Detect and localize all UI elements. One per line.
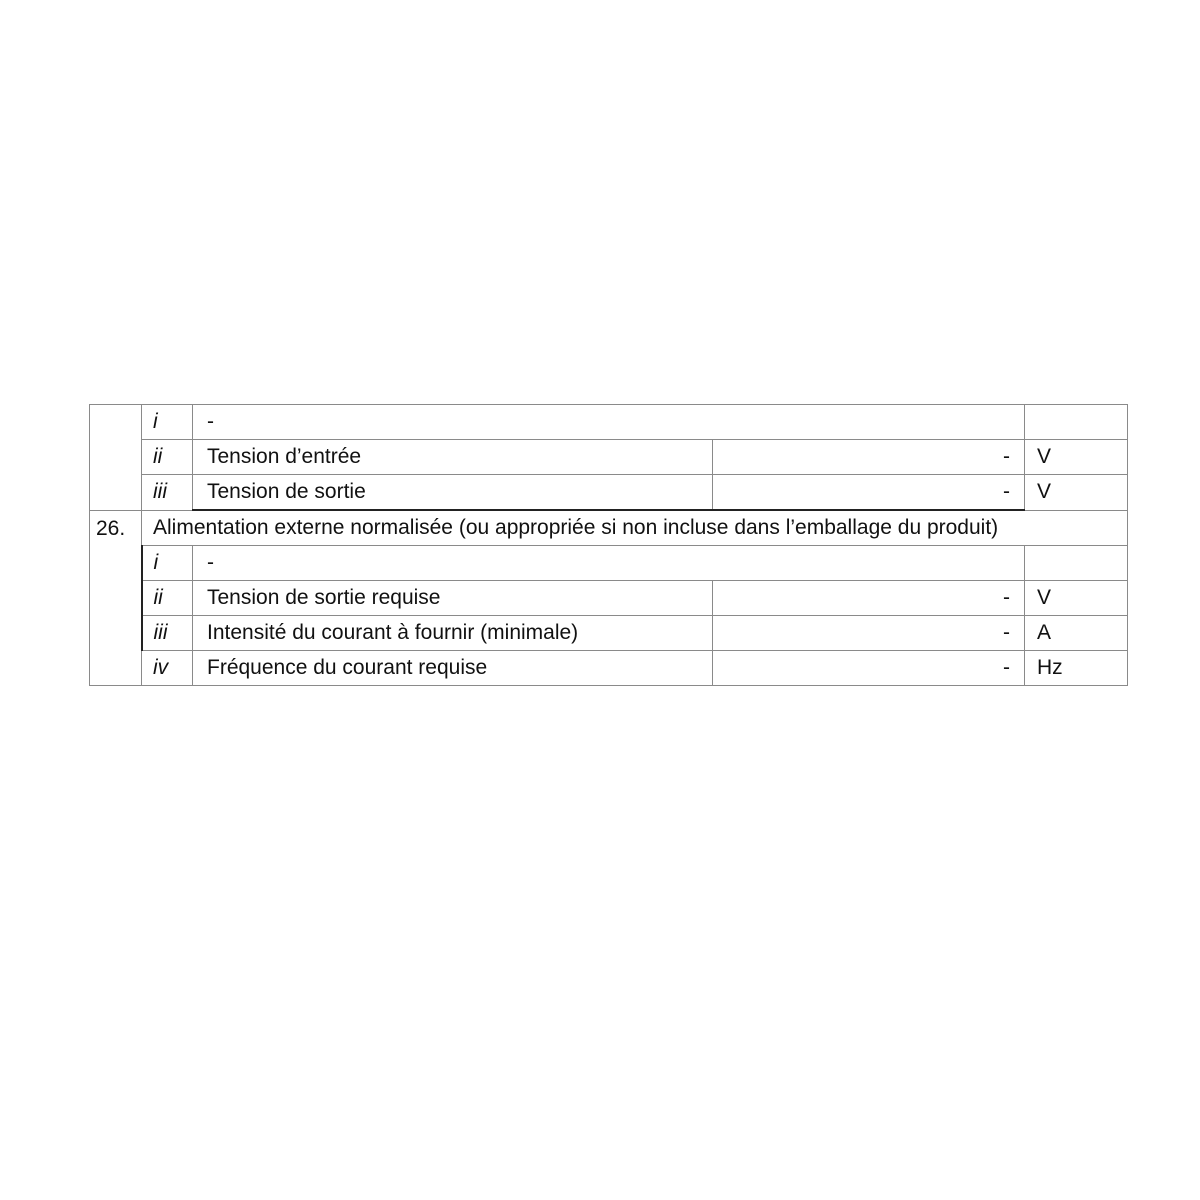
unit-cell [1025,405,1128,440]
unit-cell: A [1025,616,1128,651]
table-row [90,546,1128,581]
table-row [90,440,1128,475]
roman-numeral: iii [142,616,193,651]
roman-numeral: iv [142,651,193,686]
item-number-cell [90,405,142,511]
row-label: Tension d’entrée [193,440,713,475]
value-cell: - [713,616,1025,651]
table-row [90,581,1128,616]
roman-numeral: ii [142,581,193,616]
roman-numeral: i [142,546,193,581]
row-label: Fréquence du courant requise [193,651,713,686]
roman-numeral: iii [142,475,193,511]
unit-cell [1025,546,1128,581]
table-row [90,616,1128,651]
row-label: Tension de sortie [193,475,713,511]
value-cell: - [713,651,1025,686]
spec-table [89,404,1128,686]
row-label: Intensité du courant à fournir (minimale) [193,616,713,651]
row-label: - [193,546,1025,581]
row-label: - [193,405,1025,440]
row-label: Tension de sortie requise [193,581,713,616]
table-row [90,405,1128,440]
unit-cell: V [1025,581,1128,616]
table-row [90,475,1128,511]
unit-cell: V [1025,475,1128,511]
roman-numeral: i [142,405,193,440]
unit-cell: V [1025,440,1128,475]
section-header-row [90,510,1128,546]
unit-cell: Hz [1025,651,1128,686]
value-cell: - [713,475,1025,511]
roman-numeral: ii [142,440,193,475]
table-row [90,651,1128,686]
section-title: Alimentation externe normalisée (ou appropriée si non incluse dans l’emballage du produit) [142,510,1128,546]
item-number: 26. [90,510,142,686]
value-cell: - [713,581,1025,616]
value-cell: - [713,440,1025,475]
